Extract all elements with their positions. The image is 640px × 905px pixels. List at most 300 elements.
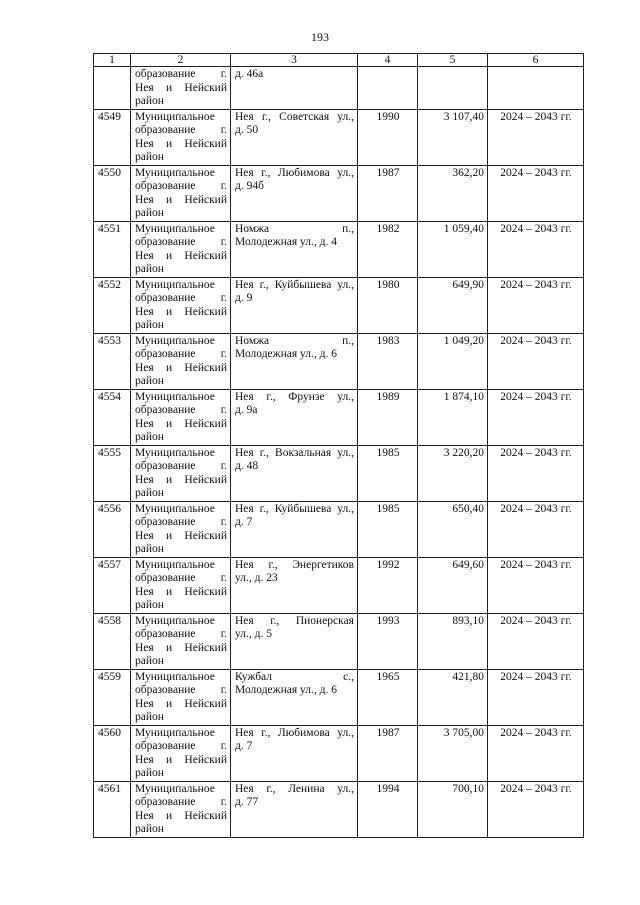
cell-number: 4559 [94,669,131,725]
cell-municipality [131,67,231,110]
text-fragment: район [135,487,164,499]
text-fragment: г. [220,628,227,640]
table-row [94,725,584,781]
column-header: 1 [94,54,131,67]
municipality-line [135,474,227,488]
text-fragment: Нейский [184,585,227,598]
address-line [235,671,354,685]
municipality-line [135,194,227,208]
cell-municipality [131,725,231,781]
text-fragment: Нея [235,446,254,459]
text-fragment: Муниципальное [135,446,215,459]
table-row [94,501,584,557]
cell-number: 4554 [94,389,131,445]
address-line [235,180,354,194]
text-fragment: и [165,137,173,150]
cell-address [231,725,358,781]
text-fragment: Нея [135,305,154,318]
cell-period: 2024 – 2043 гг. [488,445,584,501]
column-header: 5 [418,54,488,67]
text-fragment: и [165,697,173,710]
address-line [235,391,354,405]
text-fragment: г., [266,782,276,795]
text-fragment: район [135,767,164,779]
municipality-line [135,418,227,432]
text-fragment: и [165,473,173,486]
text-fragment: Нея [135,697,154,710]
text-fragment: образование [135,292,196,304]
address-line [235,684,354,698]
cell-area: 893,10 [418,613,488,669]
text-fragment: Нея [235,278,254,291]
cell-year: 1985 [358,445,418,501]
municipality-line [135,391,227,405]
text-fragment: Нея [135,193,154,206]
cell-address [231,221,358,277]
municipality-line [135,516,227,530]
cell-year: 1990 [358,109,418,165]
municipality-line [135,727,227,741]
text-fragment: г., [270,614,280,627]
cell-municipality [131,669,231,725]
text-fragment: и [165,529,173,542]
cell-address [231,165,358,221]
cell-municipality [131,445,231,501]
cell-year: 1994 [358,781,418,837]
municipality-line [135,487,227,501]
address-line [235,516,354,530]
text-fragment: Фрунзе [288,390,325,403]
text-fragment: д. 9 [235,292,253,304]
text-fragment: образование [135,460,196,472]
municipality-line [135,754,227,768]
cell-area: 421,80 [418,669,488,725]
text-fragment: ул., [337,726,354,739]
column-header: 6 [488,54,584,67]
municipality-line [135,95,227,109]
municipality-line [135,263,227,277]
text-fragment: г. [220,348,227,360]
text-fragment: г. [220,180,227,192]
cell-number: 4556 [94,501,131,557]
text-fragment: г., [259,278,269,291]
municipality-line [135,404,227,418]
text-fragment: д. 7 [235,516,253,528]
text-fragment: г., [261,166,271,179]
address-line [235,447,354,461]
cell-area: 649,90 [418,277,488,333]
cell-period: 2024 – 2043 гг. [488,613,584,669]
municipality-line [135,796,227,810]
text-fragment: д. 48 [235,460,259,472]
cell-address [231,501,358,557]
municipality-line [135,543,227,557]
text-fragment: Нейский [184,529,227,542]
text-fragment: Любимова [277,726,330,739]
text-fragment: ул., [337,166,354,179]
address-line [235,572,354,586]
text-fragment: Муниципальное [135,222,215,235]
text-fragment: Нея [135,81,154,94]
cell-municipality [131,221,231,277]
cell-address [231,669,358,725]
municipality-line [135,348,227,362]
text-fragment: г., [259,502,269,515]
address-line [235,727,354,741]
table-row [94,389,584,445]
municipality-line [135,375,227,389]
cell-area: 3 705,00 [418,725,488,781]
text-fragment: район [135,599,164,611]
cell-year: 1985 [358,501,418,557]
text-fragment: г. [220,460,227,472]
address-line [235,796,354,810]
text-fragment: район [135,655,164,667]
cell-number: 4560 [94,725,131,781]
text-fragment: ул., [337,446,354,459]
municipality-line [135,460,227,474]
cell-address [231,781,358,837]
table-row [94,333,584,389]
table-row [94,781,584,837]
municipality-line [135,319,227,333]
text-fragment: г. [220,292,227,304]
address-line [235,460,354,474]
municipality-line [135,223,227,237]
text-fragment: д. 94б [235,180,264,192]
text-fragment: Нея [135,473,154,486]
text-fragment: Молодежная ул., д. 6 [235,348,337,360]
text-fragment: и [165,417,173,430]
text-fragment: Молодежная ул., д. 4 [235,236,337,248]
municipality-line [135,810,227,824]
cell-year: 1993 [358,613,418,669]
text-fragment: Нейский [184,81,227,94]
text-fragment: и [165,305,173,318]
text-fragment: ул., [337,390,354,403]
address-line [235,236,354,250]
text-fragment: г. [220,404,227,416]
cell-municipality [131,109,231,165]
municipality-line [135,447,227,461]
cell-address [231,109,358,165]
address-line [235,503,354,517]
text-fragment: д. 50 [235,124,259,136]
municipality-line [135,740,227,754]
text-fragment: район [135,95,164,107]
cell-period: 2024 – 2043 гг. [488,277,584,333]
municipality-line [135,530,227,544]
text-fragment: образование [135,796,196,808]
text-fragment: и [165,753,173,766]
text-fragment: Советская [279,110,330,123]
text-fragment: Нейский [184,753,227,766]
address-line [235,615,354,629]
text-fragment: образование [135,124,196,136]
text-fragment: образование [135,684,196,696]
cell-year: 1987 [358,165,418,221]
text-fragment: и [165,249,173,262]
cell-area: 650,40 [418,501,488,557]
municipality-line [135,599,227,613]
text-fragment: Нейский [184,305,227,318]
cell-number: 4558 [94,613,131,669]
text-fragment: Нея [135,753,154,766]
cell-area: 1 874,10 [418,389,488,445]
municipality-line [135,180,227,194]
cell-period: 2024 – 2043 гг. [488,333,584,389]
text-fragment: Муниципальное [135,614,215,627]
text-fragment: Муниципальное [135,558,215,571]
cell-municipality [131,333,231,389]
text-fragment: г., [268,558,278,571]
municipality-line [135,167,227,181]
text-fragment: г. [220,572,227,584]
municipality-line [135,82,227,96]
municipality-line [135,236,227,250]
municipality-line [135,711,227,725]
text-fragment: Нея [235,166,254,179]
text-fragment: г., [261,110,272,123]
text-fragment: Нея [235,782,254,795]
cell-year: 1980 [358,277,418,333]
text-fragment: Нейский [184,641,227,654]
cell-address [231,445,358,501]
table-row [94,109,584,165]
municipality-line [135,615,227,629]
municipality-line [135,335,227,349]
address-line [235,740,354,754]
text-fragment: г. [220,796,227,808]
municipality-line [135,642,227,656]
address-line [235,404,354,418]
text-fragment: Нейский [184,697,227,710]
text-fragment: Нея [135,809,154,822]
cell-period: 2024 – 2043 гг. [488,781,584,837]
table-row [94,669,584,725]
municipality-line [135,783,227,797]
municipality-line [135,279,227,293]
text-fragment: Куйбышева [274,278,332,291]
text-fragment: и [165,193,173,206]
text-fragment: и [165,585,173,598]
cell-number: 4557 [94,557,131,613]
municipality-line [135,655,227,669]
cell-year [358,67,418,110]
text-fragment: и [165,641,173,654]
text-fragment: Нейский [184,473,227,486]
municipality-line [135,671,227,685]
municipality-line [135,823,227,837]
text-fragment: Нейский [184,249,227,262]
cell-period: 2024 – 2043 гг. [488,109,584,165]
text-fragment: Пионерская [295,614,354,627]
cell-area: 1 059,40 [418,221,488,277]
text-fragment: п., [342,222,354,235]
address-line [235,111,354,125]
municipality-line [135,503,227,517]
cell-number: 4553 [94,333,131,389]
text-fragment: Нея [135,137,154,150]
text-fragment: район [135,711,164,723]
text-fragment: Кужбал [235,670,272,683]
text-fragment: ул., [337,502,354,515]
cell-area: 362,20 [418,165,488,221]
address-line [235,68,354,82]
cell-address [231,67,358,110]
text-fragment: ул., [337,110,354,123]
text-fragment: район [135,823,164,835]
municipality-line [135,151,227,165]
cell-year: 1989 [358,389,418,445]
text-fragment: Нея [235,502,254,515]
cell-year: 1992 [358,557,418,613]
text-fragment: Нея [235,390,254,403]
text-fragment: образование [135,740,196,752]
cell-period: 2024 – 2043 гг. [488,725,584,781]
cell-address [231,277,358,333]
header-row [94,54,584,67]
text-fragment: Любимова [277,166,330,179]
cell-period: 2024 – 2043 гг. [488,501,584,557]
registry-table [93,53,584,838]
municipality-line [135,628,227,642]
table-row [94,165,584,221]
cell-period: 2024 – 2043 гг. [488,221,584,277]
cell-area: 3 107,40 [418,109,488,165]
text-fragment: Нея [135,641,154,654]
text-fragment: ул., [337,782,354,795]
text-fragment: Муниципальное [135,390,215,403]
text-fragment: Нея [235,614,254,627]
text-fragment: Муниципальное [135,278,215,291]
cell-municipality [131,389,231,445]
text-fragment: Ленина [288,782,325,795]
address-line [235,279,354,293]
cell-municipality [131,277,231,333]
municipality-line [135,138,227,152]
municipality-line [135,586,227,600]
text-fragment: Номжа [235,334,270,347]
text-fragment: и [165,81,173,94]
text-fragment: Муниципальное [135,726,215,739]
text-fragment: д. 9а [235,404,258,416]
text-fragment: Нея [135,585,154,598]
municipality-line [135,362,227,376]
text-fragment: Нея [135,529,154,542]
cell-period: 2024 – 2043 гг. [488,669,584,725]
municipality-line [135,68,227,82]
cell-year: 1982 [358,221,418,277]
cell-number [94,67,131,110]
column-header: 2 [131,54,231,67]
text-fragment: Нейский [184,137,227,150]
table-row [94,613,584,669]
table-row [94,277,584,333]
text-fragment: район [135,431,164,443]
address-line [235,223,354,237]
text-fragment: Молодежная ул., д. 6 [235,684,337,696]
text-fragment: г., [266,390,276,403]
text-fragment: д. 77 [235,796,259,808]
cell-municipality [131,165,231,221]
text-fragment: г. [220,740,227,752]
text-fragment: Муниципальное [135,782,215,795]
address-line [235,628,354,642]
text-fragment: Нея [235,110,254,123]
text-fragment: Нейский [184,361,227,374]
cell-number: 4550 [94,165,131,221]
table-body [94,67,584,838]
text-fragment: ул., д. 23 [235,572,278,584]
cell-area: 700,10 [418,781,488,837]
municipality-line [135,207,227,221]
continuation-row [94,67,584,110]
cell-number: 4552 [94,277,131,333]
text-fragment: ул., [337,278,354,291]
address-line [235,292,354,306]
text-fragment: образование [135,68,196,80]
cell-number: 4551 [94,221,131,277]
text-fragment: г. [220,236,227,248]
table-row [94,557,584,613]
cell-period: 2024 – 2043 гг. [488,165,584,221]
address-line [235,348,354,362]
cell-area: 3 220,20 [418,445,488,501]
text-fragment: образование [135,236,196,248]
text-fragment: г., [261,726,271,739]
cell-municipality [131,613,231,669]
municipality-line [135,306,227,320]
text-fragment: Нейский [184,193,227,206]
text-fragment: Куйбышева [274,502,332,515]
cell-number: 4555 [94,445,131,501]
municipality-line [135,572,227,586]
cell-address [231,333,358,389]
text-fragment: Муниципальное [135,334,215,347]
text-fragment: Муниципальное [135,670,215,683]
cell-number: 4549 [94,109,131,165]
cell-year: 1983 [358,333,418,389]
cell-number: 4561 [94,781,131,837]
text-fragment: образование [135,404,196,416]
text-fragment: Нейский [184,417,227,430]
table-row [94,221,584,277]
address-line [235,783,354,797]
table-row [94,445,584,501]
text-fragment: г. [220,516,227,528]
text-fragment: Муниципальное [135,502,215,515]
text-fragment: Энергетиков [292,558,354,571]
text-fragment: образование [135,628,196,640]
cell-municipality [131,781,231,837]
text-fragment: район [135,207,164,219]
address-line [235,335,354,349]
column-header: 3 [231,54,358,67]
municipality-line [135,124,227,138]
text-fragment: Нея [135,249,154,262]
address-line [235,124,354,138]
municipality-line [135,111,227,125]
text-fragment: д. 46а [235,68,264,80]
text-fragment: образование [135,180,196,192]
text-fragment: образование [135,572,196,584]
municipality-line [135,292,227,306]
text-fragment: Вокзальная [275,446,332,459]
cell-area: 1 049,20 [418,333,488,389]
text-fragment: образование [135,348,196,360]
cell-year: 1965 [358,669,418,725]
